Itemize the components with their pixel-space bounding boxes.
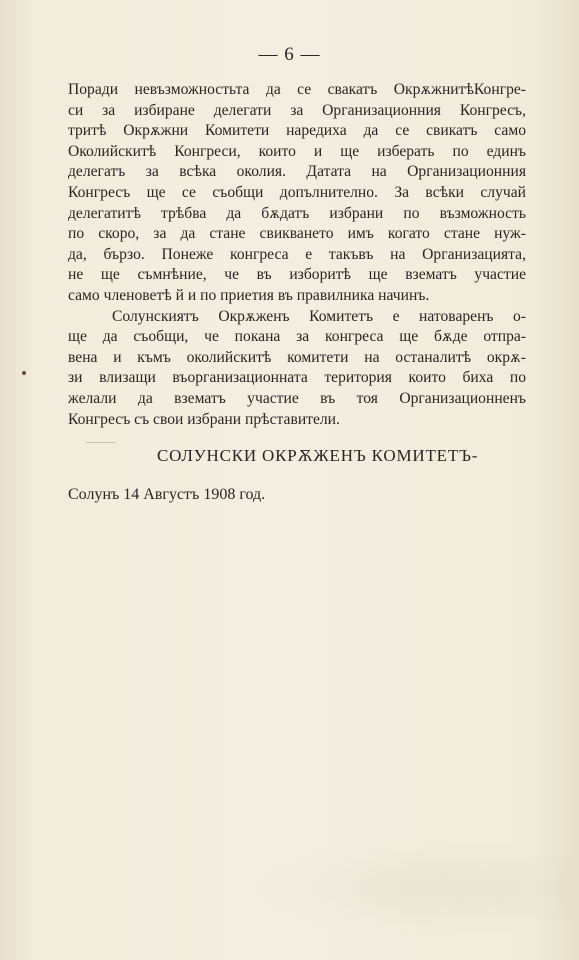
text-line: по скоро, за да стане свикването имъ когато стане нуж- bbox=[68, 225, 526, 243]
ink-spot bbox=[22, 371, 26, 375]
place-and-date: Солунъ 14 Августъ 1908 год. bbox=[68, 486, 266, 503]
text-line: Конгресъ съ свои избрани прѣставители. bbox=[68, 410, 340, 428]
text-line: желали да взематъ участие въ тоя Организационненъ bbox=[68, 389, 526, 407]
body-text bbox=[68, 80, 526, 430]
text-line: делегатъ за всѣка околия. Датата на Организационния bbox=[68, 163, 526, 181]
text-line: Солунскиятъ Окрѫженъ Комитетъ е натоваренъ о- bbox=[112, 307, 526, 325]
paragraph-1 bbox=[68, 80, 526, 307]
page-number: — 6 — bbox=[258, 44, 321, 65]
bleed-through-shadow bbox=[250, 838, 570, 938]
text-line: зи влизащи въорганизационната територия които биха по bbox=[68, 369, 526, 387]
text-line: ще да съобщи, че покана за конгреса ще бѫде отпра- bbox=[68, 328, 526, 346]
text-line: делегатитѣ трѣбва да бѫдатъ избрани по възможность bbox=[68, 204, 526, 222]
text-line: Поради невъзможностьта да се свакатъ ОкрѫжнитѣКонгре- bbox=[68, 81, 526, 98]
text-line: тритѣ Окрѫжни Комитети наредиха да се свикатъ само bbox=[68, 122, 526, 140]
text-line: Околийскитѣ Конгреси, които и ще изберать по единъ bbox=[68, 142, 526, 160]
signature-committee: СОЛУНСКИ ОКРѪЖЕНЪ КОМИТЕТЪ- bbox=[157, 446, 479, 465]
text-line: не ще съмнѣние, че въ изборитѣ ще взематъ участие bbox=[68, 266, 526, 284]
text-line: вена и къмъ околийскитѣ комитети на останалитѣ окрѫ- bbox=[68, 348, 526, 366]
text-line: си за избиране делегати за Организационния Конгресъ, bbox=[68, 101, 526, 119]
paragraph-2 bbox=[68, 307, 526, 431]
text-line: Конгресъ ще се съобщи допълнително. За всѣки случай bbox=[68, 183, 526, 201]
faint-pencil-mark bbox=[86, 442, 116, 443]
text-line: да, бързо. Понеже конгреса е такъвъ на Организацията, bbox=[68, 245, 526, 263]
text-line: само членоветѣ й и по приетия въ правилника начинъ. bbox=[68, 286, 430, 304]
